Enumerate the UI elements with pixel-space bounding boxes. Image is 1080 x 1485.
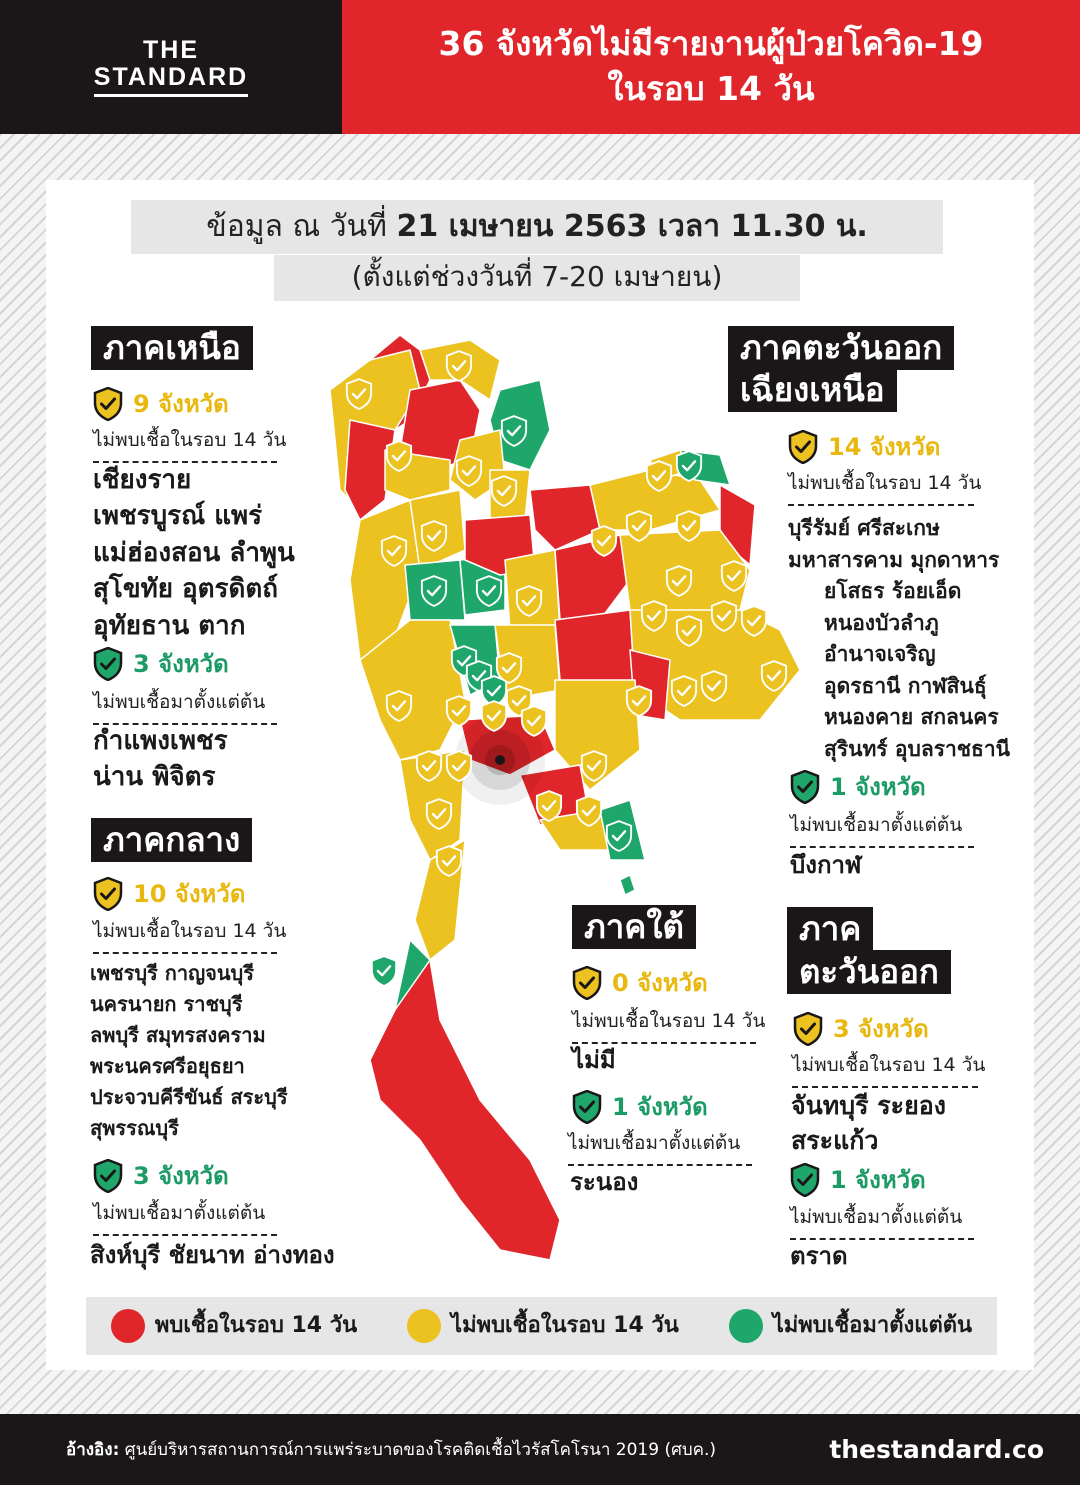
legend-yellow-label: ไม่พบเชื้อในรอบ 14 วัน bbox=[451, 1313, 679, 1338]
central-never-count bbox=[93, 1159, 229, 1193]
list-item: ไม่มี bbox=[572, 1046, 616, 1074]
northeast-never-caption: ไม่พบเชื้อมาตั้งแต่ต้น bbox=[790, 810, 974, 848]
badge-central-5 bbox=[447, 696, 471, 726]
list-item: บุรีรัมย์ ศรีสะเกษ bbox=[788, 516, 940, 540]
badge-ne-13 bbox=[627, 686, 651, 716]
north-no14-count-text: 9 จังหวัด bbox=[133, 390, 229, 418]
legend-green-label: ไม่พบเชื้อมาตั้งแต่ต้น bbox=[772, 1313, 973, 1338]
shield-check-icon bbox=[793, 1012, 823, 1046]
reference-label: อ้างอิง: bbox=[66, 1440, 120, 1460]
region-north-label: ภาคเหนือ bbox=[91, 326, 253, 370]
badge-nan bbox=[502, 416, 526, 446]
east-never-count bbox=[790, 1163, 926, 1197]
logo-line-2: STANDARD bbox=[94, 65, 248, 97]
list-item: อุทัยธาน ตาก bbox=[93, 610, 246, 641]
badge-central-7 bbox=[447, 751, 471, 781]
page-title bbox=[342, 0, 1080, 134]
badge-uttaradit bbox=[492, 476, 516, 506]
region-east-label-2 bbox=[787, 950, 951, 994]
badge-ne-10 bbox=[762, 661, 786, 691]
legend-yellow-dot bbox=[407, 1309, 441, 1343]
list-item: ระนอง bbox=[570, 1168, 639, 1196]
central-no14-count-text: 10 จังหวัด bbox=[133, 880, 246, 908]
footer bbox=[0, 1414, 1080, 1485]
east-label-line-2: ตะวันออก bbox=[799, 952, 939, 991]
map-loei bbox=[530, 485, 600, 550]
badge-ne-1 bbox=[627, 511, 651, 541]
central-never-count-text: 3 จังหวัด bbox=[133, 1162, 229, 1190]
south-no14-caption: ไม่พบเชื้อในรอบ 14 วัน bbox=[572, 1006, 756, 1044]
shield-check-icon bbox=[93, 387, 123, 421]
badge-ne-12 bbox=[672, 676, 696, 706]
badge-phetchabun bbox=[517, 586, 541, 616]
badge-rayong bbox=[577, 796, 601, 826]
region-northeast-label bbox=[728, 326, 954, 370]
northeast-label-line-2: เฉียงเหนือ bbox=[740, 370, 885, 409]
badge-ne-2 bbox=[677, 511, 701, 541]
badge-ne-6 bbox=[642, 601, 666, 631]
title-line-2: ในรอบ 14 วัน bbox=[607, 69, 815, 108]
list-item: สุรินทร์ อุบลราชธานี bbox=[824, 736, 1010, 761]
map-legend bbox=[86, 1297, 997, 1355]
shield-check-icon bbox=[93, 1159, 123, 1193]
shield-check-icon bbox=[790, 770, 820, 804]
north-no14-count bbox=[93, 387, 229, 421]
legend-item-red bbox=[111, 1309, 357, 1343]
list-item: สิงห์บุรี ชัยนาท อ่างทอง bbox=[90, 1241, 335, 1269]
date-value: 21 เมษายน 2563 เวลา 11.30 น. bbox=[396, 209, 868, 244]
legend-red-dot bbox=[111, 1309, 145, 1343]
list-item: ยโสธร ร้อยเอ็ด bbox=[824, 579, 962, 603]
northeast-never-count bbox=[790, 770, 926, 804]
list-item: กำแพงเพชร bbox=[93, 726, 228, 756]
northeast-no14-count-text: 14 จังหวัด bbox=[828, 433, 941, 461]
badge-lampang bbox=[387, 441, 411, 471]
list-item: แม่ฮ่องสอน ลำพูน bbox=[93, 537, 295, 568]
east-never-list bbox=[790, 1241, 848, 1273]
northeast-never-list bbox=[790, 850, 861, 882]
south-never-caption: ไม่พบเชื้อมาตั้งแต่ต้น bbox=[568, 1128, 752, 1166]
badge-ranong bbox=[372, 956, 396, 986]
badge-ne-3 bbox=[592, 526, 616, 556]
east-no14-count-text: 3 จังหวัด bbox=[833, 1015, 929, 1043]
list-item: นครนายก ราชบุรี bbox=[90, 992, 243, 1016]
badge-central-6 bbox=[387, 691, 411, 721]
north-never-count bbox=[93, 647, 229, 681]
shield-check-icon bbox=[93, 877, 123, 911]
logo-line-1: THE bbox=[143, 35, 199, 64]
east-no14-list bbox=[791, 1088, 946, 1158]
list-item: พระนครศรีอยุธยา bbox=[90, 1054, 245, 1078]
badge-ne-11 bbox=[702, 671, 726, 701]
shield-check-icon bbox=[572, 966, 602, 1000]
list-item: อุดรธานี กาฬสินธุ์ bbox=[824, 673, 987, 698]
legend-item-yellow bbox=[407, 1309, 679, 1343]
list-item: สุโขทัย อุตรดิตถ์ bbox=[93, 574, 279, 605]
central-no14-count bbox=[93, 877, 245, 911]
north-never-count-text: 3 จังหวัด bbox=[133, 650, 229, 678]
east-never-caption: ไม่พบเชื้อมาตั้งแต่ต้น bbox=[790, 1202, 974, 1240]
region-east-label bbox=[787, 907, 873, 951]
list-item: ตราด bbox=[790, 1242, 848, 1270]
badge-sukhothai bbox=[422, 521, 446, 551]
north-never-caption: ไม่พบเชื้อมาตั้งแต่ต้น bbox=[93, 687, 277, 725]
northeast-no14-count bbox=[788, 430, 940, 464]
central-no14-list bbox=[90, 958, 288, 1144]
date-prefix: ข้อมูล ณ วันที่ bbox=[206, 209, 397, 244]
badge-phrae bbox=[457, 456, 481, 486]
list-item: ประจวบคีรีขันธ์ สระบุรี bbox=[90, 1085, 288, 1109]
badge-prachuap bbox=[437, 846, 461, 876]
south-no14-count bbox=[572, 966, 708, 1000]
badge-north-1 bbox=[447, 351, 471, 381]
shield-check-icon bbox=[788, 430, 818, 464]
badge-central-1 bbox=[497, 653, 521, 683]
badge-ne-8 bbox=[712, 601, 736, 631]
list-item: เชียงราย bbox=[93, 465, 192, 495]
region-south-label: ภาคใต้ bbox=[572, 905, 696, 949]
badge-buengkan bbox=[677, 451, 701, 481]
badge-central-3 bbox=[522, 706, 546, 736]
badge-central-4 bbox=[482, 701, 506, 731]
list-item: จันทบุรี ระยอง bbox=[791, 1091, 946, 1120]
badge-chanthaburi bbox=[537, 791, 561, 821]
badge-central-8 bbox=[417, 751, 441, 781]
brand-logo bbox=[0, 0, 342, 134]
map-trat-islands bbox=[620, 875, 635, 895]
northeast-no14-caption: ไม่พบเชื้อในรอบ 14 วัน bbox=[788, 468, 974, 506]
legend-red-label: พบเชื้อในรอบ 14 วัน bbox=[154, 1313, 358, 1338]
map-south bbox=[370, 960, 560, 1260]
shield-check-icon bbox=[572, 1090, 602, 1124]
badge-nongkhai bbox=[647, 461, 671, 491]
badge-ne-14 bbox=[582, 751, 606, 781]
central-never-caption: ไม่พบเชื้อมาตั้งแต่ต้น bbox=[93, 1198, 277, 1236]
central-never-list bbox=[90, 1240, 335, 1272]
data-date bbox=[131, 200, 943, 254]
map-khonkaen bbox=[555, 535, 630, 620]
northeast-label-line-1: ภาคตะวันออก bbox=[740, 328, 943, 367]
badge-ne-9 bbox=[742, 606, 766, 636]
list-item: น่าน พิจิตร bbox=[93, 762, 216, 793]
badge-ne-4 bbox=[667, 566, 691, 596]
south-never-list bbox=[570, 1167, 638, 1199]
badge-north-2 bbox=[347, 379, 371, 409]
reference-text bbox=[66, 1436, 716, 1463]
badge-tak bbox=[382, 536, 406, 566]
list-item: สุพรรณบุรี bbox=[90, 1116, 179, 1140]
badge-central-9 bbox=[427, 799, 451, 829]
title-line-1: 36 จังหวัดไม่มีรายงานผู้ป่วยโควิด-19 bbox=[438, 24, 984, 64]
list-item: บึงกาฬ bbox=[790, 851, 862, 879]
badge-phichit bbox=[477, 576, 501, 606]
list-item: หนองคาย สกลนคร bbox=[824, 705, 999, 729]
north-no14-caption: ไม่พบเชื้อในรอบ 14 วัน bbox=[93, 425, 277, 463]
south-never-count bbox=[572, 1090, 708, 1124]
south-never-count-text: 1 จังหวัด bbox=[612, 1093, 708, 1121]
shield-check-icon bbox=[93, 647, 123, 681]
list-item: มหาสารคาม มุกดาหาร bbox=[788, 547, 1000, 572]
east-never-count-text: 1 จังหวัด bbox=[830, 1166, 926, 1194]
east-no14-caption: ไม่พบเชื้อในรอบ 14 วัน bbox=[792, 1050, 978, 1088]
badge-ne-5 bbox=[722, 561, 746, 591]
legend-item-green bbox=[729, 1309, 972, 1343]
list-item: หนองบัวลำภู bbox=[824, 610, 939, 635]
north-never-list bbox=[93, 723, 228, 796]
list-item: เพชรบูรณ์ แพร่ bbox=[93, 501, 263, 532]
region-northeast-label-2 bbox=[728, 368, 897, 412]
list-item: อำนาจเจริญ bbox=[824, 642, 936, 666]
legend-green-dot bbox=[729, 1309, 763, 1343]
list-item: สระแก้ว bbox=[791, 1126, 879, 1155]
badge-trat bbox=[607, 821, 631, 851]
northeast-no14-list bbox=[788, 513, 1010, 765]
region-central-label: ภาคกลาง bbox=[91, 818, 252, 862]
east-label-line-1: ภาค bbox=[799, 909, 862, 948]
northeast-never-count-text: 1 จังหวัด bbox=[830, 773, 926, 801]
site-link[interactable]: thestandard.co bbox=[829, 1435, 1044, 1464]
badge-ne-7 bbox=[677, 616, 701, 646]
south-no14-count-text: 0 จังหวัด bbox=[612, 969, 708, 997]
east-no14-count bbox=[793, 1012, 929, 1046]
north-no14-list bbox=[93, 462, 295, 644]
date-range: (ตั้งแต่ช่วงวันที่ 7-20 เมษายน) bbox=[274, 255, 800, 301]
south-no14-list bbox=[572, 1045, 616, 1077]
shield-check-icon bbox=[790, 1163, 820, 1197]
central-no14-caption: ไม่พบเชื้อในรอบ 14 วัน bbox=[93, 916, 277, 954]
list-item: เพชรบุรี กาญจนบุรี bbox=[90, 961, 254, 985]
badge-kamphaeng bbox=[422, 576, 446, 606]
list-item: ลพบุรี สมุทรสงคราม bbox=[90, 1023, 266, 1047]
reference-source: ศูนย์บริหารสถานการณ์การแพร่ระบาดของโรคติดเชื้อไวรัสโคโรนา 2019 (ศบค.) bbox=[119, 1440, 717, 1460]
